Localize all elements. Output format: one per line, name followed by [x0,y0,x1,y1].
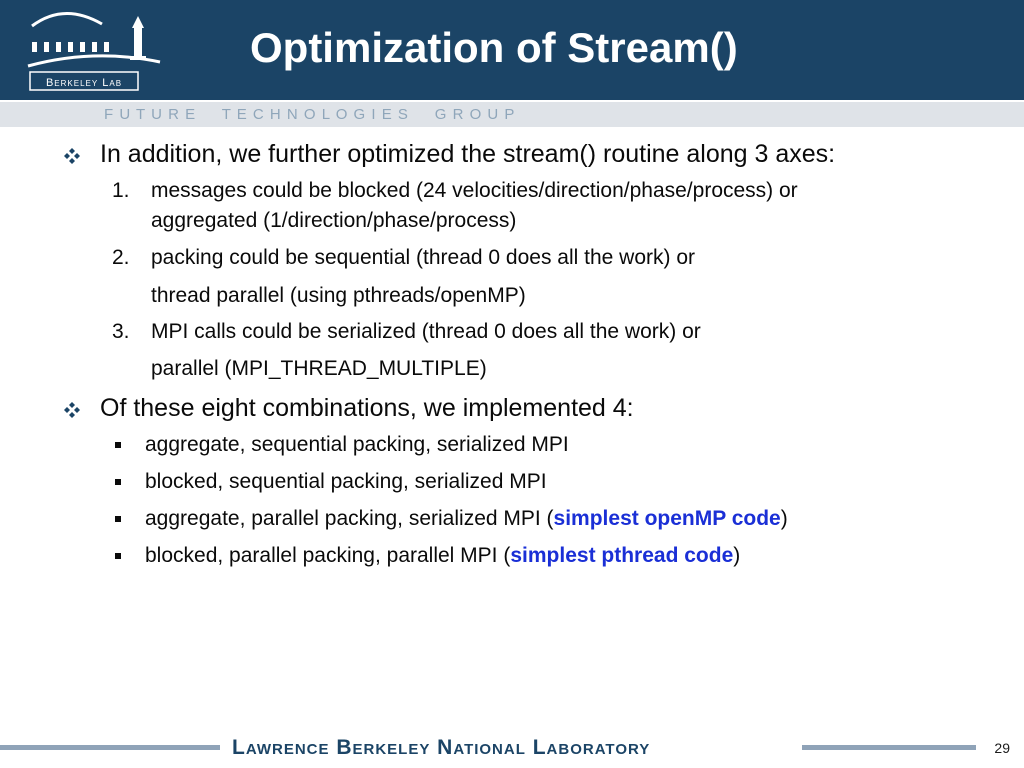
item-text: aggregated (1/direction/phase/process) [151,209,517,232]
slide-title: Optimization of Stream() [250,24,738,71]
slide-header [0,0,1024,100]
footer-rule-left [0,745,220,750]
berkeley-lab-logo [24,8,164,94]
bullet-text: In addition, we further optimized the stream() routine along 3 axes: [100,140,836,168]
item-number: 1. [112,179,130,202]
square-bullet-icon [115,553,121,559]
bullet-text: Of these eight combinations, we implemented 4: [100,394,634,422]
square-bullet-icon [115,442,121,448]
sub-item-suffix: ) [780,507,788,530]
square-bullet-icon [115,516,121,522]
highlight-text: simplest openMP code [553,507,781,530]
group-banner-text: F U T U R E T E C H N O L O G I E S G R O U P [104,106,516,123]
item-number: 2. [112,246,130,269]
page-number: 29 [994,740,1010,756]
item-text: MPI calls could be serialized (thread 0 does all the work) or [151,320,701,343]
footer-rule-right [802,745,976,750]
sub-item-text: aggregate, sequential packing, serialized MPI [145,433,569,456]
diamond-four-bullet-icon [62,146,82,166]
group-banner-bar [0,100,1024,127]
sub-item-text: blocked, parallel packing, parallel MPI ( [145,544,511,567]
sub-item-text: aggregate, parallel packing, serialized MPI ( [145,507,554,530]
sub-item-suffix: ) [733,544,741,567]
item-text: parallel (MPI_THREAD_MULTIPLE) [151,357,487,380]
sub-item-text: blocked, sequential packing, serialized MPI [145,470,547,493]
item-text: thread parallel (using pthreads/openMP) [151,284,526,307]
diamond-four-bullet-icon [62,400,82,420]
item-number: 3. [112,320,130,343]
square-bullet-icon [115,479,121,485]
footer-lab-name: Lawrence Berkeley National Laboratory [232,736,651,759]
highlight-text: simplest pthread code [510,544,734,567]
item-text: messages could be blocked (24 velocities/direction/phase/process) or [151,179,798,202]
logo-text: Berkeley Lab [45,77,123,89]
item-text: packing could be sequential (thread 0 does all the work) or [151,246,695,269]
